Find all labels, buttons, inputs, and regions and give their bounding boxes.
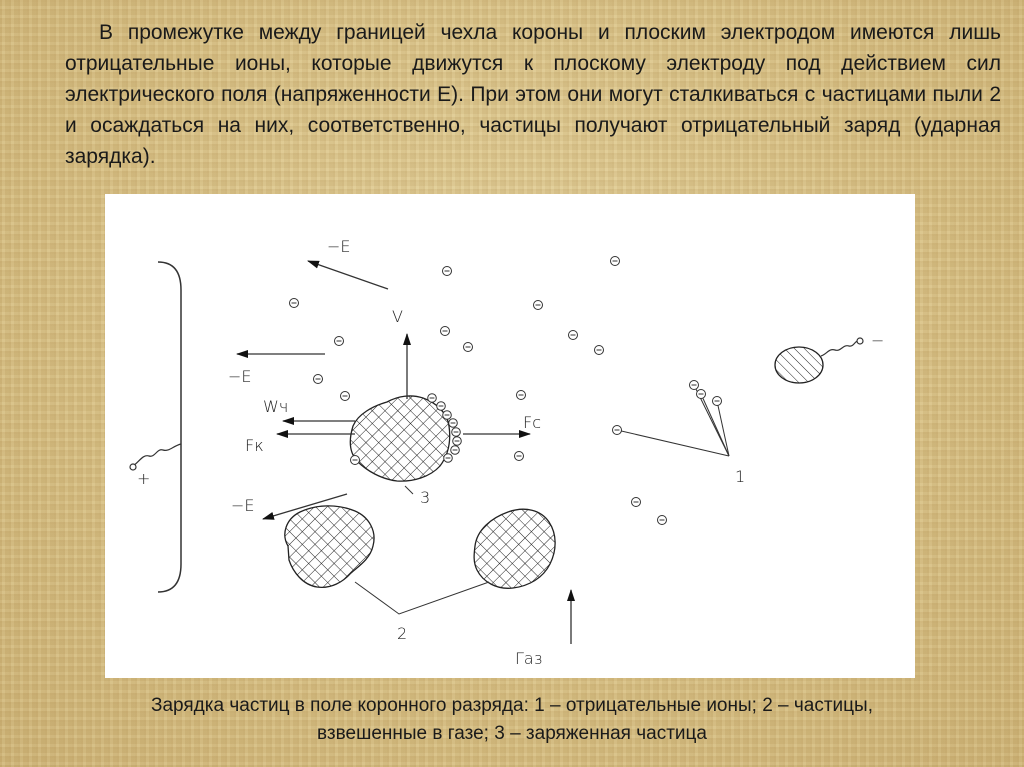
corona-wire-lead [133, 444, 181, 466]
wch-label: Wч [263, 397, 289, 416]
corona-charging-diagram [105, 194, 915, 678]
figure-caption [40, 692, 984, 748]
diagram-svg [105, 194, 915, 678]
dust-particle-left [285, 506, 374, 587]
leaders-1 [617, 385, 729, 456]
minus-e-label-top: −E [327, 237, 351, 256]
plus-sign: + [137, 469, 151, 488]
distant-particle [775, 347, 823, 383]
distant-particle-terminal [857, 338, 863, 344]
v-label: V [392, 307, 403, 326]
minus-e-arrow-top [308, 261, 388, 289]
label-2: 2 [397, 624, 408, 643]
label-1: 1 [735, 467, 746, 486]
leader-2 [355, 582, 489, 614]
gas-label: Газ [515, 649, 543, 668]
minus-sign: − [871, 331, 885, 350]
negative-ions [290, 257, 722, 525]
dust-particle-right [474, 509, 555, 588]
minus-e-label-bottom: −E [231, 496, 255, 515]
fk-label: Fк [245, 436, 264, 455]
fc-label: Fc [523, 413, 541, 432]
caption-line-2: взвешенные в газе; 3 – заряженная частица [317, 723, 707, 744]
charged-particle-3 [350, 396, 449, 481]
minus-e-label-mid: −E [228, 367, 252, 386]
caption-line-1: Зарядка частиц в поле коронного разряда: 1 – отрицательные ионы; 2 – частицы, [151, 695, 873, 716]
label-3: 3 [420, 488, 431, 507]
distant-particle-lead [821, 341, 857, 356]
intro-paragraph: В промежутке между границей чехла короны и плоским электродом имеются лишь отрицательные ионы, которые движутся к плоскому электроду под действием сил электрического поля (напряженности Е). При этом они могут сталкиваться с частицами пыли 2 и осаждаться на них, соответственно, частицы получают отрицательный заряд (ударная зарядка). [65, 21, 1001, 168]
corona-wire-terminal [130, 464, 136, 470]
leader-3 [405, 486, 413, 494]
corona-sheath-boundary [158, 262, 181, 592]
